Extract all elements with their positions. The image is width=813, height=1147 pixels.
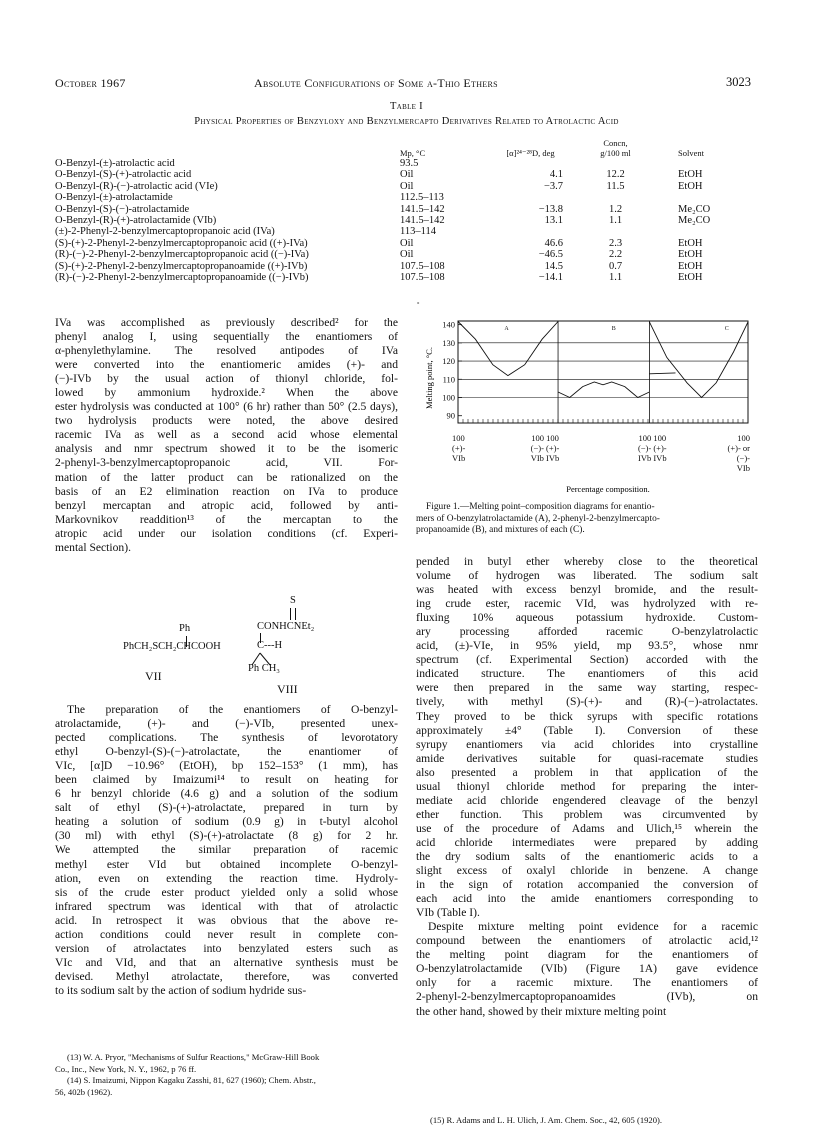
right-column	[416, 555, 758, 1019]
paragraph	[55, 703, 398, 998]
x-label: 100 100	[531, 433, 559, 443]
paragraph	[416, 555, 758, 920]
section-label: A	[504, 326, 509, 332]
y-tick-label: 140	[442, 319, 455, 330]
table-cell-rot: −13.8	[538, 203, 563, 215]
col-header-solvent: Solvent	[678, 148, 704, 158]
table-cell-conc: 2.2	[608, 249, 623, 261]
text-line: ary processing afforded racemic O-benzylatrolactic	[416, 625, 758, 639]
table-cell-name: (±)-2-Phenyl-2-benzylmercaptopropanoic acid (IVa)	[55, 226, 275, 238]
table-cell-rot: 46.6	[544, 237, 563, 249]
text-line: syrupy enantiomers via acid chlorides into crystalline	[416, 737, 758, 751]
table-cell-solv: EtOH	[678, 237, 703, 249]
text-line: analysis and nmr spectrum showed it to be the isomeric	[55, 442, 398, 456]
x-label: VIb	[736, 463, 750, 473]
text-line: 2-phenyl-2-benzylmercaptopropanoamides (IVb), on	[416, 990, 758, 1004]
text-line: the other hand, showed by their mixture melting point	[416, 1004, 667, 1018]
table-cell-mp: 112.5–113	[400, 192, 444, 204]
table-cell-mp: 107.5–108	[400, 260, 445, 272]
text-line: acid, (±)-VIe, in 95% yield, mp 93.5°, whose nmr	[416, 639, 758, 653]
table-cell-rot: 13.1	[544, 215, 563, 227]
text-line: infrared spectrum was identical with that of atrolactic	[55, 899, 398, 913]
caption-line: propanoamide (B), and mixtures of each (C).	[416, 525, 585, 536]
structure-vii-ph: Ph	[179, 623, 191, 634]
melting-point-figure	[403, 318, 763, 500]
table-cell-rot: −14.1	[538, 272, 563, 284]
text-line: VIc and VId, and that an alternative synthesis must be	[55, 955, 398, 969]
figure-caption	[416, 502, 761, 537]
col-header-rotation: [α]²⁴⁻²⁸D, deg	[506, 148, 555, 158]
text-line: the melting point diagram for the enantiomers of	[416, 948, 758, 962]
text-line: approximately ±4° (Table I). Conversion of these	[416, 723, 758, 737]
text-line: They proved to be thick syrups with specific rotations	[416, 709, 758, 723]
table-cell-solv: Me₂CO	[678, 203, 711, 215]
text-line: Despite mixture melting point evidence for a racemic	[428, 920, 758, 934]
table-cell-mp: 93.5	[400, 158, 419, 169]
paragraph	[416, 920, 758, 1018]
text-line: (30 ml) with ethyl (S)-(+)-atrolactate (8 g) for 2 hr.	[55, 829, 398, 843]
x-axis-title: Percentage composition.	[566, 484, 650, 494]
table-title: Physical Properties of Benzyloxy and Benzylmercapto Derivatives Related to Atrolactic Acid	[194, 116, 619, 127]
text-line: pended in butyl ether whereby close to the theoretical	[416, 555, 758, 568]
x-label: 100	[737, 433, 750, 443]
text-line: to its sodium salt by the action of sodium hydride sus-	[55, 983, 307, 997]
caption-line: Figure 1.—Melting point–composition diagrams for enantio-	[426, 502, 655, 512]
text-line: been claimed by Imaizumi¹⁴ to result on heating for	[55, 773, 398, 787]
text-line: the dry sodium salts of the enantiomeric acids to a	[416, 849, 758, 863]
col-header-mp: Mp, °C	[400, 148, 426, 158]
caption-line: mers of O-benzylatrolactamide (A), 2-phenyl-2-benzylmercapto-	[416, 513, 660, 524]
text-line: IVa was accomplished as previously described² for the	[55, 316, 398, 329]
table-label: Table I	[390, 101, 423, 112]
x-label: (+)-	[452, 443, 466, 453]
text-line: was heated with excess benzyl bromide, and the result-	[416, 583, 758, 597]
text-line: version of atrolactates into benzylated esters such as	[55, 941, 398, 955]
structure-vii-formula: PhCH₂SCH₂CHCOOH	[123, 641, 221, 652]
text-line: atropic acid under our isolation conditions (cf. Experi-	[55, 526, 398, 540]
text-line: amide derivatives suitable for quasi-racemate studies	[416, 751, 758, 765]
table-cell-name: (S)-(+)-2-Phenyl-2-benzylmercaptopropanoamide ((+)-IVb)	[55, 260, 308, 272]
text-line: fluxing 10% aqueous potassium hydroxide. Custom-	[416, 611, 758, 625]
table-cell-solv: EtOH	[678, 169, 703, 181]
table-cell-solv: Me₂CO	[678, 215, 711, 227]
text-line: spectrum (cf. Experimental Section) accorded with the	[416, 653, 758, 667]
table-cell-rot: 4.1	[549, 169, 563, 181]
running-header-date: October 1967	[55, 76, 126, 90]
table-cell-name: (S)-(+)-2-Phenyl-2-benzylmercaptopropanoic acid ((+)-IVa)	[55, 237, 308, 249]
plot-frame	[458, 321, 748, 423]
table-cell-solv: EtOH	[678, 272, 703, 284]
text-line: benzyl mercaptan and atropic acid, followed by anti-	[55, 498, 398, 512]
table-cell-rot: −46.5	[538, 249, 563, 261]
text-line: two hydrolysis products were noted, the above desired	[55, 414, 398, 428]
text-line: We attempted the similar preparation of racemic	[55, 843, 398, 857]
y-tick-label: 90	[446, 410, 455, 421]
structure-viii-s: S	[290, 595, 296, 606]
text-line: compound between the enantiomers of atrolactic acid,¹²	[416, 934, 758, 948]
y-tick-label: 130	[442, 337, 455, 348]
text-line: VIb (Table I).	[416, 906, 480, 920]
text-line: were then prepared in the same way starting, respec-	[416, 681, 758, 695]
text-line: action conditions could never result in complete con-	[55, 927, 398, 941]
text-line: indicated structure. The enantiomers of this acid	[416, 667, 758, 681]
text-line: mediate acid chloride engendered cleavage of the benzyl	[416, 793, 758, 807]
text-line: phenyl analog I, using sequentially the enantiomers of	[55, 330, 398, 344]
x-label: 100	[452, 433, 465, 443]
text-line: salt of ethyl (S)-(+)-atrolactate, prepared in turn by	[55, 801, 398, 815]
y-axis-label: Melting point, °C.	[424, 347, 434, 409]
text-line: acid. In retrospect it was obvious that the above re-	[55, 913, 398, 927]
text-line: ation, even on extending the reaction time. Hydroly-	[55, 871, 398, 885]
text-line: mental Section).	[55, 540, 131, 554]
table-cell-solv: EtOH	[678, 260, 703, 272]
text-line: sis of the crude ester product yielded only a solid whose	[55, 885, 398, 899]
table-cell-conc: 1.1	[608, 272, 623, 284]
table-cell-rot: 14.5	[544, 260, 563, 272]
table-cell-conc: 2.3	[608, 237, 623, 249]
text-line: racemic IVa as well as a second acid whose elemental	[55, 428, 398, 442]
y-tick-label: 110	[442, 374, 455, 385]
text-line: heating a solution of sodium (0.9 g) in t-butyl alcohol	[55, 815, 398, 829]
structure-viii-ch: C---H	[257, 640, 283, 651]
text-line: (−)-IVb by the usual action of thionyl chloride, fol-	[55, 372, 398, 386]
text-line: atrolactamide, (+)- and (−)-VIb, presented unex-	[55, 717, 398, 731]
y-tick-label: 120	[442, 356, 455, 367]
footnote-line: Co., Inc., New York, N. Y., 1962, p 76 ff.	[55, 1063, 197, 1074]
table-cell-mp: 107.5–108	[400, 272, 445, 284]
footnote-line: 56, 402b (1962).	[55, 1086, 113, 1097]
table-cell-rot: −3.7	[543, 180, 563, 192]
text-line: tively, with methyl (S)-(+)- and (R)-(−)-atrolactates.	[416, 695, 758, 709]
text-line: also presented a problem in that application of the	[416, 765, 758, 779]
text-line: ethyl O-benzyl-(S)-(−)-atrolactate, the enantiomer of	[55, 745, 398, 759]
text-line: devised. Methyl atrolactate, therefore, was converted	[55, 969, 398, 983]
footnote-line: (13) W. A. Pryor, "Mechanisms of Sulfur Reactions," McGraw-Hill Book	[67, 1052, 320, 1062]
curve-c-flat	[649, 373, 675, 374]
table-cell-mp: 141.5–142	[400, 215, 445, 227]
x-label: VIb IVb	[530, 453, 560, 463]
structure-viii-amide: CONHCNEt₂	[257, 621, 315, 632]
table-cell-mp: Oil	[400, 180, 414, 192]
x-label: (−)- (+)-	[637, 443, 667, 453]
table-cell-conc: 11.5	[606, 180, 625, 192]
table-cell-mp: 141.5–142	[400, 203, 445, 215]
table-cell-name: O-Benzyl-(±)-atrolactic acid	[55, 158, 175, 169]
table-cell-mp: 113–114	[400, 226, 436, 238]
text-line: basis of an E2 elimination reaction on IVa to produce	[55, 484, 398, 498]
curve-b	[558, 382, 649, 398]
table-cell-mp: Oil	[400, 249, 414, 261]
x-label: (−)- (+)-	[530, 443, 560, 453]
structure-viii-ph-ch3: Ph CH₃	[248, 663, 280, 674]
text-line: slight excess of oxalyl chloride in benzene. A change	[416, 864, 758, 878]
section-label: C	[724, 326, 729, 332]
text-line: were converted into the enantiomeric amides (+)- and	[55, 358, 398, 372]
table-cell-conc: 1.2	[608, 203, 623, 215]
text-line: The preparation of the enantiomers of O-benzyl-	[67, 703, 398, 716]
text-line: Markovnikov readdition¹³ of the mercaptan to the	[55, 512, 398, 526]
table-cell-solv: EtOH	[678, 180, 703, 192]
text-line: ing crude ester, racemic VId, was hydrolyzed with re-	[416, 597, 758, 611]
table-cell-solv: EtOH	[678, 249, 703, 261]
text-line: acid chloride intermediates were prepared by adding	[416, 835, 758, 849]
text-line: only for a racemic mixture. The enantiomers of	[416, 976, 758, 990]
left-column-continued	[55, 703, 398, 998]
table-cell-conc: 12.2	[606, 169, 625, 181]
text-line: VIc, [α]D −10.96° (EtOH), bp 152–153° (1 mm), has	[55, 759, 398, 773]
footnote-line: (14) S. Imaizumi, Nippon Kagaku Zasshi, 81, 627 (1960); Chem. Abstr.,	[67, 1075, 316, 1085]
structure-viii-label: VIII	[277, 682, 298, 696]
col-header-conc-1: Concn,	[603, 138, 628, 148]
table-cell-conc: 0.7	[608, 260, 623, 272]
table-cell-name: (R)-(−)-2-Phenyl-2-benzylmercaptopropanoamide ((−)-IVb)	[55, 272, 309, 284]
x-label: (−)-	[736, 453, 750, 463]
table-cell-name: O-Benzyl-(R)-(+)-atrolactamide (VIb)	[55, 215, 217, 227]
running-header-title: Absolute Configurations of Some α-Thio Ethers	[254, 76, 498, 90]
table-cell-name: O-Benzyl-(R)-(−)-atrolactic acid (VIe)	[55, 180, 218, 192]
section-label: B	[611, 326, 616, 332]
table-cell-conc: 1.1	[608, 215, 623, 227]
table-cell-name: O-Benzyl-(±)-atrolactamide	[55, 192, 173, 204]
x-label: VIb	[452, 453, 466, 463]
col-header-conc-2: g/100 ml	[600, 148, 631, 158]
curve-c	[649, 322, 748, 398]
table-cell-mp: Oil	[400, 169, 414, 181]
text-line: mation of the latter product can be rationalized on the	[55, 470, 398, 484]
text-line: ether function. This problem was circumvented by	[416, 807, 758, 821]
footnotes-left	[55, 1052, 398, 1098]
text-line: α-phenylethylamine. The resolved antipodes of IVa	[55, 344, 398, 358]
table-cell-name: O-Benzyl-(S)-(−)-atrolactamide	[55, 203, 190, 215]
text-line: lowed by ammonium hydroxide.² When the above	[55, 386, 398, 400]
text-line: use of the procedure of Adams and Ulich,¹⁵ wherein the	[416, 821, 758, 835]
text-line: 6 hr benzyl chloride (4.6 g) and a solution of the sodium	[55, 787, 398, 801]
table-cell-name: O-Benzyl-(S)-(+)-atrolactic acid	[55, 169, 192, 181]
table-cell-mp: Oil	[400, 237, 414, 249]
y-tick-label: 100	[442, 392, 455, 403]
footnote-15: (15) R. Adams and L. H. Ulich, J. Am. Chem. Soc., 42, 605 (1920).	[430, 1115, 663, 1125]
text-line: usual thionyl chloride method for preparing the inter-	[416, 779, 758, 793]
text-line: 2-phenyl-3-benzylmercaptopropanoic acid, VII. For-	[55, 456, 398, 470]
text-line: volume of hydrogen was liberated. The sodium salt	[416, 569, 758, 583]
table-cell-name: (R)-(−)-2-Phenyl-2-benzylmercaptopropanoic acid ((−)-IVa)	[55, 249, 309, 261]
text-line: ester hydrolysis was conducted at 100° (6 hr) rather than 50° (2.5 days),	[55, 400, 398, 414]
text-line: O-benzylatrolactamide (VIb) (Figure 1A) gave evidence	[416, 962, 758, 976]
text-line: each acid into the amide enantiomers corresponding to	[416, 892, 758, 906]
structure-vii-label: VII	[145, 669, 162, 683]
x-label: 100 100	[638, 433, 667, 443]
text-line: in the sign of rotation accompanied the conversion of	[416, 878, 758, 892]
page-number: 3023	[726, 75, 751, 89]
x-label: (+)- or	[727, 443, 750, 453]
text-line: methyl ester VId but obtained incomplete O-benzyl-	[55, 857, 398, 871]
x-label: IVb IVb	[638, 453, 667, 463]
text-line: pected complications. The synthesis of levorotatory	[55, 731, 398, 745]
